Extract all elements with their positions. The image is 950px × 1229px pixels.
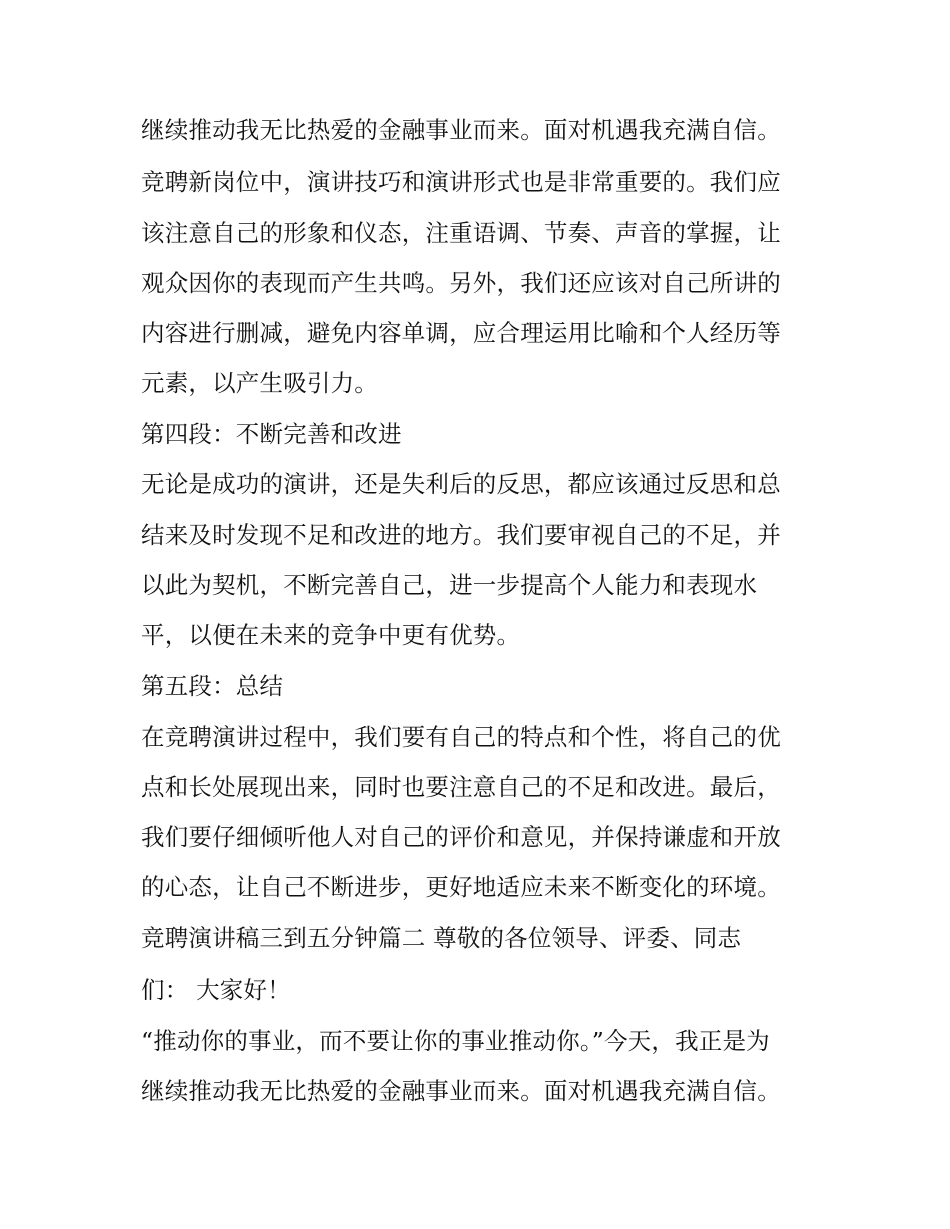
paragraph-line: 继续推动我无比热爱的金融事业而来。面对机遇我充满自信。: [141, 116, 781, 144]
paragraph-line: 的心态，让自己不断进步，更好地适应未来不断变化的环境。: [141, 873, 781, 901]
paragraph-line: 该注意自己的形象和仪态，注重语调、节奏、声音的掌握，让: [141, 219, 781, 247]
paragraph-line: 继续推动我无比热爱的金融事业而来。面对机遇我充满自信。: [141, 1077, 781, 1105]
paragraph-line: 内容进行删减，避免内容单调，应合理运用比喻和个人经历等: [141, 319, 781, 347]
paragraph-line: 观众因你的表现而产生共鸣。另外，我们还应该对自己所讲的: [141, 269, 781, 297]
paragraph-line: 结来及时发现不足和改进的地方。我们要审视自己的不足，并: [141, 521, 781, 549]
section-heading: 第四段：不断完善和改进: [141, 420, 402, 448]
paragraph-line: 我们要仔细倾听他人对自己的评价和意见，并保持谦虚和开放: [141, 823, 781, 851]
paragraph-line: 元素，以产生吸引力。: [141, 369, 378, 397]
paragraph-line: “推动你的事业，而不要让你的事业推动你。”今天，我正是为: [141, 1027, 770, 1055]
paragraph-line: 以此为契机，不断完善自己，进一步提高个人能力和表现水: [141, 571, 758, 599]
section-heading: 第五段：总结: [141, 672, 284, 700]
paragraph-line: 们： 大家好！: [141, 976, 291, 1004]
paragraph-line: 竞聘新岗位中，演讲技巧和演讲形式也是非常重要的。我们应: [141, 168, 781, 196]
paragraph-line: 点和长处展现出来，同时也要注意自己的不足和改进。最后，: [141, 773, 781, 801]
paragraph-line: 在竞聘演讲过程中，我们要有自己的特点和个性，将自己的优: [141, 723, 781, 751]
paragraph-line: 竞聘演讲稿三到五分钟篇二 尊敬的各位领导、评委、同志: [141, 924, 742, 952]
paragraph-line: 无论是成功的演讲，还是失利后的反思，都应该通过反思和总: [141, 470, 781, 498]
paragraph-line: 平，以便在未来的竞争中更有优势。: [141, 621, 521, 649]
